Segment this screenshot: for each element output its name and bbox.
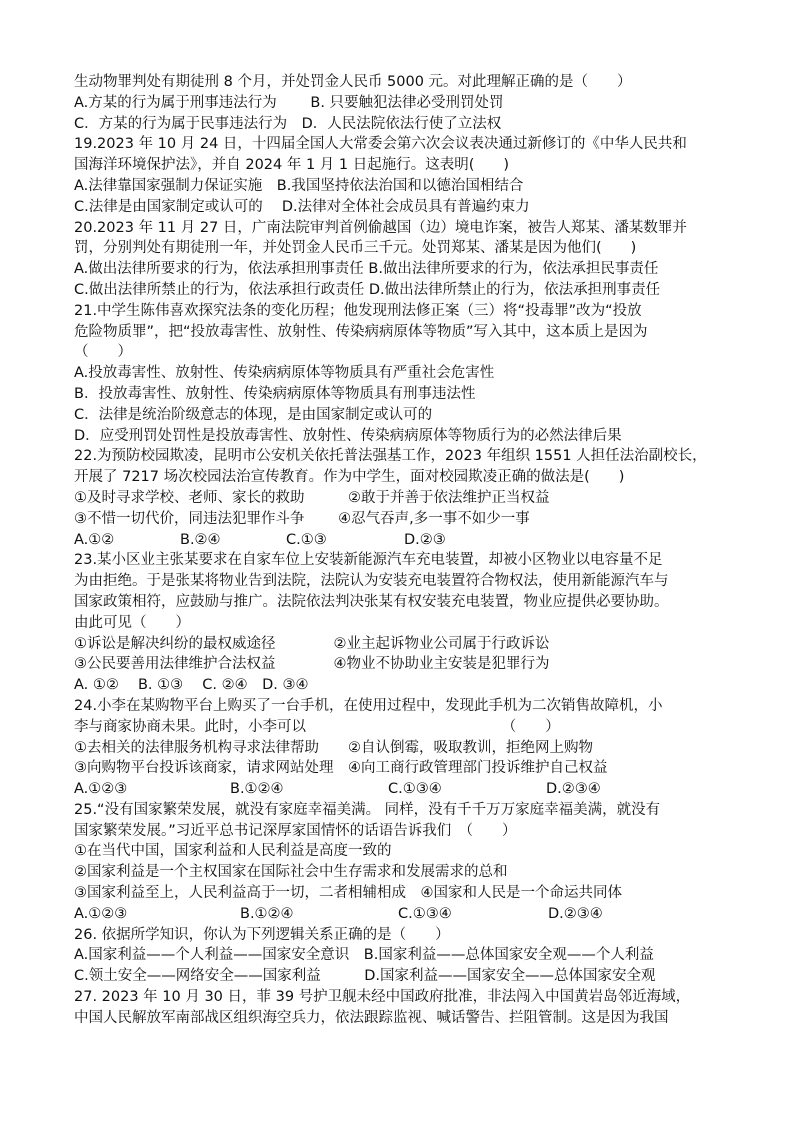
option-d: D.②③④	[546, 781, 601, 798]
option-d: D.②③	[404, 531, 446, 548]
options-row: A. ①② B. ①③ C. ②④ D. ③④	[74, 677, 309, 694]
option-line: A.法律靠国家强制力保证实施 B.我国坚持依法治国和以德治国相结合	[74, 177, 524, 194]
option-a: A.①②	[74, 531, 115, 548]
option-line: A.投放毒害性、放射性、传染病病原体等物质具有严重社会危害性	[74, 365, 495, 382]
statement-line: ③不惜一切代价，同违法犯罪作斗争 ④忍气吞声,多一事不如少一事	[74, 510, 530, 527]
question-25: 25.“没有国家繁荣发展，就没有家庭幸福美满。 同样，没有千千万万家庭幸福美满，就没有	[74, 801, 661, 818]
option-line: C.做出法律所禁止的行为，依法承担行政责任 D.做出法律所禁止的行为，依法承担刑事责任	[74, 281, 661, 298]
option-line: D．应受刑罚处罚性是投放毒害性、放射性、传染病病原体等物质行为的必然法律后果	[74, 427, 622, 444]
statement-line: ③公民要善用法律维护合法权益 ④物业不协助业主安装是犯罪行为	[74, 656, 550, 673]
options-row	[74, 904, 724, 925]
text-line: 国海洋环境保护法》，并自 2024 年 1 月 1 日起施行。这表明( )	[74, 157, 510, 174]
question-21: 21.中学生陈伟喜欢探究法条的变化历程；他发现刑法修正案（三）将“投毒罪”改为“投放	[74, 302, 642, 319]
statement-line: ③向购物平台投诉该商家，请求网站处理 ④向工商行政管理部门投诉维护自己权益	[74, 760, 608, 777]
option-line: C．法律是统治阶级意志的体现，是由国家制定或认可的	[74, 406, 433, 423]
statement-line: ①在当代中国，国家利益和人民利益是高度一致的	[74, 843, 392, 860]
question-26: 26. 依据所学知识，你认为下列逻辑关系正确的是（ ）	[74, 926, 450, 943]
option-line: C.法律是由国家制定或认可的 D.法律对全体社会成员具有普遍约束力	[74, 198, 530, 215]
option-line: C.领土安全——网络安全——国家利益 D.国家利益——国家安全——总体国家安全观	[74, 968, 656, 985]
option-d: D.②③④	[548, 905, 603, 922]
statement-line: ①去相关的法律服务机构寻求法律帮助 ②自认倒霉，吸取教训，拒绝网上购物	[74, 739, 593, 756]
option-b: B.②④	[180, 531, 221, 548]
text-line: 为由拒绝。于是张某将物业告到法院，法院认为安装充电装置符合物权法，使用新能源汽车与	[74, 573, 669, 590]
question-27: 27. 2023 年 10 月 30 日，菲 39 号护卫舰未经中国政府批准，非法闯入中国黄岩岛邻近海域，	[74, 989, 691, 1006]
option-line: C．方某的行为属于民事违法行为 D．人民法院依法行使了立法权	[74, 115, 502, 132]
text-line: 中国人民解放军南部战区组织海空兵力，依法跟踪监视、喊话警告、拦阻管制。这是因为我国	[74, 1009, 669, 1026]
statement-line: ①诉讼是解决纠纷的最权威途径 ②业主起诉物业公司属于行政诉讼	[74, 635, 550, 652]
statement-line: ②国家利益是一个主权国家在国际社会中生存需求和发展需求的总和	[74, 864, 508, 881]
question-19: 19.2023 年 10 月 24 日，十四届全国人大常委会第六次会议表决通过新修订的《中华人民共和	[74, 136, 687, 153]
text-line: 国家政策相符，应鼓励与推广。法院依法判决张某有权安装充电装置，物业应提供必要协助。	[74, 593, 669, 610]
statement-line: ③国家利益至上，人民利益高于一切，二者相辅相成 ④国家和人民是一个命运共同体	[74, 885, 622, 902]
question-20: 20.2023 年 11 月 27 日，广南法院审判首例偷越国（边）境电诈案，被告人郑某、潘某数罪并	[74, 219, 687, 236]
question-22: 22.为预防校园欺凌，昆明市公安机关依托普法强基工作，2023 年组织 1551 人担任法治副校长，	[74, 448, 707, 465]
text-line: 李与商家协商未果。此时，小李可以 （ ）	[74, 718, 560, 735]
text-line: 开展了 7217 场次校园法治宣传教育。作为中学生，面对校园欺凌正确的做法是( )	[74, 469, 625, 486]
option-a: A.①②③	[74, 905, 128, 922]
option-line: A.方某的行为属于刑事违法行为 B. 只要触犯法律必受刑罚处罚	[74, 94, 504, 111]
option-line: B．投放毒害性、放射性、传染病病原体等物质具有刑事违法性	[74, 385, 476, 402]
option-c: C.①③	[286, 531, 327, 548]
option-b: B.①②④	[230, 781, 284, 798]
text-line: 罚，分别判处有期徒刑一年，并处罚金人民币三千元。处罚郑某、潘某是因为他们( )	[74, 240, 637, 257]
text-line: 由此可见（ ）	[74, 614, 190, 631]
question-24: 24.小李在某购物平台上购买了一台手机，在使用过程中，发现此手机为二次销售故障机，小	[74, 697, 663, 714]
statement-line: ①及时寻求学校、老师、家长的救助 ②敢于并善于依法维护正当权益	[74, 489, 550, 506]
option-c: C.①③④	[398, 905, 452, 922]
option-a: A.①②③	[74, 781, 128, 798]
text-line: 生动物罪判处有期徒刑 8 个月，并处罚金人民币 5000 元。对此理解正确的是（ ）	[74, 74, 632, 90]
answer-bracket: （ ）	[74, 344, 132, 361]
option-line: A.做出法律所要求的行为，依法承担刑事责任 B.做出法律所要求的行为，依法承担民事责任	[74, 261, 659, 278]
options-row	[74, 779, 724, 800]
exam-page	[74, 72, 724, 1029]
option-line: A.国家利益——个人利益——国家安全意识 B.国家利益——总体国家安全观——个人利益	[74, 947, 654, 964]
text-line: 国家繁荣发展。”习近平总书记深厚家国情怀的话语告诉我们 （ ）	[74, 822, 517, 839]
option-b: B.①②④	[240, 905, 294, 922]
text-line: 危险物质罪”，把“投放毒害性、放射性、传染病病原体等物质”写入其中，这本质上是因为	[74, 323, 648, 340]
question-23: 23.某小区业主张某要求在自家车位上安装新能源汽车充电装置，却被小区物业以电容量不足	[74, 552, 663, 569]
option-c: C.①③④	[388, 781, 442, 798]
options-row	[74, 530, 724, 551]
